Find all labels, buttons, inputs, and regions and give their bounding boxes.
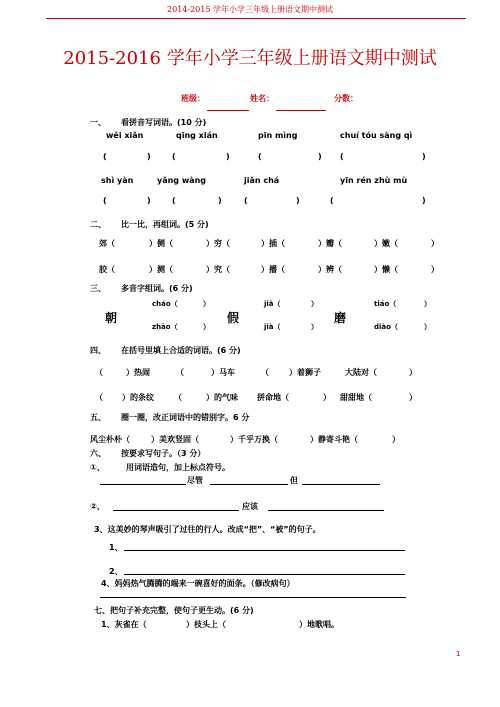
typo-1: 风尘朴朴（ [90, 435, 130, 444]
pinyin-7: jiǎn chá [244, 176, 280, 185]
answer-box-2-close: ) [226, 152, 230, 161]
fill-2-4: ）的气味 [206, 393, 238, 402]
section-2-number: 二、 [90, 220, 106, 229]
q1-line-2[interactable] [210, 484, 288, 485]
q1-instruction: 用词语造句，加上标点符号。 [126, 463, 230, 472]
compare-2-5: ）辨（ [318, 265, 342, 274]
q4-instruction: 4、妈妈热气腾腾的端来一碗喜好的面条。（修改病句） [101, 579, 295, 588]
fill-1-2: ）热闹 [126, 368, 150, 377]
section-3-title: 多音字组词。(6 分) [121, 284, 193, 293]
polyphone-2-top-close: ） [311, 300, 318, 308]
typo-2: ）美欢竖固（ [151, 435, 199, 444]
q3-line-2[interactable] [124, 574, 405, 575]
q2-line-2[interactable] [268, 510, 384, 511]
compare-2-7: ） [431, 265, 439, 274]
answer-box-3-close: ) [318, 152, 322, 161]
q4-line[interactable] [100, 597, 406, 598]
fill-1-5: （ [261, 368, 269, 377]
fill-1-1: （ [95, 368, 103, 377]
polyphone-char-1: 朝 [105, 311, 118, 325]
section-6-title: 按要求写句子。（3 分） [121, 449, 206, 458]
polyphone-1-top: cháo（ [152, 300, 178, 308]
typo-3: ）千乎万换（ [230, 435, 278, 444]
class-field[interactable] [207, 101, 249, 111]
compare-1-2: ）侧（ [149, 239, 173, 248]
typo-4: ）静寄斗艳（ [310, 435, 358, 444]
fill-2-7: 甜甜地（ [340, 393, 372, 402]
answer-box-6-close: ) [218, 196, 222, 205]
compare-1-3: ）穷（ [206, 239, 230, 248]
compare-1-1: 郊（ [99, 239, 115, 248]
answer-box-8-open: ( [330, 196, 334, 205]
q1-word-mid: 尽管 [187, 476, 203, 485]
answer-box-6-open: ( [172, 196, 176, 205]
answer-box-8-close: ) [422, 196, 426, 205]
answer-box-1-open: ( [103, 152, 107, 161]
complete-end: ）地歌唱。 [299, 620, 339, 629]
compare-1-5: ）瓣（ [318, 239, 342, 248]
q1-number: ①、 [90, 463, 105, 472]
pinyin-4: chuí tóu sàng qì [340, 131, 413, 140]
answer-box-7-close: ) [296, 196, 300, 205]
polyphone-char-2: 假 [227, 311, 240, 325]
polyphone-3-bottom: diào（ [374, 323, 398, 331]
compare-2-6: ）懒（ [374, 265, 398, 274]
compare-1-7: ） [431, 239, 439, 248]
polyphone-1-bottom-close: ） [203, 323, 210, 331]
answer-box-3-open: ( [258, 152, 262, 161]
polyphone-3-top: tiáo（ [374, 300, 397, 308]
fill-1-8: ） [409, 368, 417, 377]
answer-box-1-close: ) [147, 152, 151, 161]
compare-2-1: 胶（ [99, 265, 115, 274]
name-field[interactable] [276, 101, 326, 111]
compare-1-4: ）插（ [261, 239, 285, 248]
complete-mid: ）枝头上（ [186, 620, 226, 629]
q3-line-1[interactable] [124, 550, 405, 551]
section-5-title: 圈一圈，改正词语中的错别字。6 分 [121, 413, 250, 422]
fill-1-3: （ [176, 368, 184, 377]
pinyin-1: wěi xiǎn [106, 131, 144, 140]
section-4-title: 在括号里填上合适的词语。(6 分) [121, 346, 241, 355]
q1-word-end: 但 [290, 476, 298, 485]
answer-box-5-open: ( [103, 196, 107, 205]
section-2-title: 比一比，再组词。(5 分) [121, 220, 209, 229]
q2-number: ②、 [90, 502, 105, 511]
page-number: 1 [456, 650, 461, 658]
section-4-number: 四、 [90, 346, 106, 355]
section-3-number: 三、 [90, 284, 106, 293]
page-header: 2014-2015 学年小学三年级上册语文期中测试 [167, 5, 333, 14]
section-5-number: 五、 [90, 413, 106, 422]
compare-2-3: ）究（ [206, 265, 230, 274]
polyphone-2-top: jiǎ（ [264, 300, 281, 308]
page-title: 2015-2016 学年小学三年级上册语文期中测试 [63, 48, 437, 69]
class-label: 班级： [181, 94, 205, 103]
answer-box-4-open: ( [340, 152, 344, 161]
polyphone-3-bottom-close: ） [424, 323, 431, 331]
fill-2-8: ） [409, 393, 417, 402]
answer-box-7-open: ( [244, 196, 248, 205]
q2-line-1[interactable] [113, 510, 239, 511]
q1-line-3[interactable] [302, 484, 380, 485]
fill-2-6: ） [323, 393, 331, 402]
fill-2-1: （ [95, 393, 103, 402]
pinyin-2: qīng xián [176, 131, 218, 140]
q3-line-2-label: 2、 [109, 567, 123, 576]
polyphone-1-top-close: ） [203, 300, 210, 308]
complete-start: 1、灰雀在（ [101, 620, 147, 629]
compare-2-4: ）播（ [261, 265, 285, 274]
pinyin-8: yīn rén zhù mù [340, 176, 408, 185]
score-label: 分数： [334, 94, 358, 103]
pinyin-6: yǎng wàng [157, 176, 207, 185]
section-1-number: 一、 [90, 118, 106, 127]
header-rule [46, 18, 466, 19]
pinyin-3: pīn mìng [258, 131, 298, 140]
fill-1-7: 大陆对（ [345, 368, 377, 377]
fill-1-4: ）马车 [211, 368, 235, 377]
pinyin-5: shì yàn [101, 176, 134, 185]
section-7-title: 七、把句子补充完整，使句子更生动。(6 分) [94, 606, 254, 615]
polyphone-char-3: 磨 [334, 311, 347, 325]
fill-1-6: ）着狮子 [289, 368, 321, 377]
q2-word-mid: 应该 [242, 502, 258, 511]
answer-box-2-open: ( [172, 152, 176, 161]
fill-2-3: （ [174, 393, 182, 402]
compare-2-2: ）测（ [149, 265, 173, 274]
typo-5: ） [392, 435, 400, 444]
answer-box-5-close: ) [147, 196, 151, 205]
q3-instruction: 3、这美妙的琴声吸引了过往的行人。改成“把”、“被”的句子。 [94, 525, 321, 534]
section-6-number: 六、 [90, 449, 106, 458]
q1-line-1[interactable] [100, 484, 186, 485]
polyphone-1-bottom: zhāo（ [152, 323, 178, 331]
fill-2-2: ）的条纹 [122, 393, 154, 402]
fill-2-5: 拼命地（ [257, 393, 289, 402]
polyphone-2-bottom: jià（ [264, 323, 281, 331]
name-label: 姓名： [250, 94, 274, 103]
q3-line-1-label: 1、 [109, 543, 123, 552]
polyphone-2-bottom-close: ） [311, 323, 318, 331]
answer-box-4-close: ) [422, 152, 426, 161]
section-1-title: 看拼音写词语。(10 分) [121, 118, 207, 127]
compare-1-6: ）嫩（ [374, 239, 398, 248]
polyphone-3-top-close: ） [424, 300, 431, 308]
